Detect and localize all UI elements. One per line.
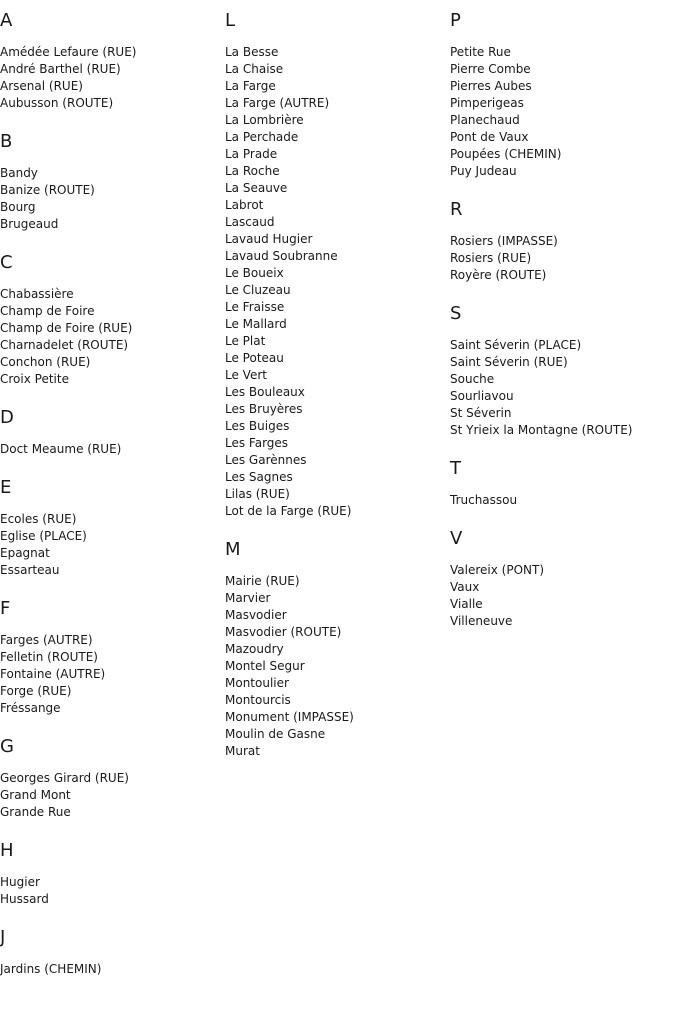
street-list-item — [225, 129, 445, 146]
street-list-item — [225, 248, 445, 265]
street-list-item — [225, 112, 445, 129]
street-list-item — [0, 303, 220, 320]
street-link[interactable]: Petite Rue — [450, 45, 511, 59]
street-list-item — [450, 129, 675, 146]
letter-heading: M — [225, 539, 241, 560]
street-link[interactable]: Lascaud — [225, 215, 275, 229]
street-list-item — [0, 683, 220, 700]
letter-section-b — [0, 131, 220, 233]
street-list — [450, 562, 675, 630]
street-list — [0, 632, 220, 717]
letter-heading: C — [0, 252, 13, 273]
letter-section-j — [0, 927, 220, 978]
street-list — [450, 337, 675, 439]
street-list-item — [225, 231, 445, 248]
street-list-item — [450, 579, 675, 596]
street-link[interactable]: La Chaise — [225, 62, 284, 76]
street-link[interactable]: Montel Segur — [225, 659, 305, 673]
street-list-item — [0, 165, 220, 182]
street-link[interactable]: La Roche — [225, 164, 280, 178]
street-link[interactable]: Brugeaud — [0, 217, 59, 231]
street-link[interactable]: Le Cluzeau — [225, 283, 291, 297]
street-link[interactable]: Saint Séverin (RUE) — [450, 355, 568, 369]
letter-heading: H — [0, 840, 14, 861]
street-list-item — [0, 874, 220, 891]
street-link[interactable]: Grande Rue — [0, 805, 71, 819]
street-list-item — [225, 350, 445, 367]
street-list — [450, 44, 675, 180]
street-list-item — [0, 632, 220, 649]
street-list-item — [0, 787, 220, 804]
street-list-item — [0, 371, 220, 388]
street-list-item — [225, 163, 445, 180]
street-link[interactable]: La Lombrière — [225, 113, 304, 127]
street-list-item — [450, 61, 675, 78]
letter-section-d — [0, 407, 220, 458]
street-list-item — [450, 112, 675, 129]
street-link[interactable]: André Barthel (RUE) — [0, 62, 121, 76]
letter-heading: V — [450, 528, 463, 549]
street-link[interactable]: Fréssange — [0, 701, 61, 715]
street-list-item — [225, 214, 445, 231]
street-link[interactable]: Masvodier — [225, 608, 287, 622]
letter-section-f — [0, 598, 220, 717]
street-list-item — [450, 146, 675, 163]
letter-heading: P — [450, 10, 461, 31]
street-list-item — [225, 95, 445, 112]
street-list-item — [450, 233, 675, 250]
letter-heading: G — [0, 736, 14, 757]
street-link[interactable]: Forge (RUE) — [0, 684, 72, 698]
street-list-item — [450, 492, 675, 509]
street-list-item — [0, 61, 220, 78]
letter-heading: A — [0, 10, 13, 31]
street-link[interactable]: Les Bouleaux — [225, 385, 305, 399]
street-link[interactable]: La Seauve — [225, 181, 288, 195]
street-link[interactable]: Royère (ROUTE) — [450, 268, 547, 282]
street-link[interactable]: Pierre Combe — [450, 62, 531, 76]
street-list-item — [225, 486, 445, 503]
street-link[interactable]: Conchon (RUE) — [0, 355, 91, 369]
letter-heading: R — [450, 199, 463, 220]
street-list-item — [225, 607, 445, 624]
street-list-item — [225, 78, 445, 95]
street-list-item — [0, 891, 220, 908]
street-link[interactable]: Saint Séverin (PLACE) — [450, 338, 582, 352]
street-link[interactable]: Rosiers (IMPASSE) — [450, 234, 558, 248]
street-list-item — [225, 469, 445, 486]
street-list-item — [450, 562, 675, 579]
street-list-item — [0, 562, 220, 579]
street-link[interactable]: Champ de Foire — [0, 304, 95, 318]
street-list-item — [0, 770, 220, 787]
letter-heading: E — [0, 477, 12, 498]
street-list-item — [0, 44, 220, 61]
letter-heading: S — [450, 303, 462, 324]
street-list-item — [225, 401, 445, 418]
street-link[interactable]: Lilas (RUE) — [225, 487, 290, 501]
street-link[interactable]: Aubusson (ROUTE) — [0, 96, 114, 110]
street-list-item — [450, 95, 675, 112]
street-list-item — [0, 804, 220, 821]
street-list-item — [225, 333, 445, 350]
street-link[interactable]: Farges (AUTRE) — [0, 633, 93, 647]
street-list — [225, 573, 445, 760]
street-list-item — [450, 354, 675, 371]
letter-heading: D — [0, 407, 14, 428]
street-list-item — [225, 573, 445, 590]
street-list-item — [225, 709, 445, 726]
street-link[interactable]: Rosiers (RUE) — [450, 251, 532, 265]
street-list-item — [0, 666, 220, 683]
street-link[interactable]: Champ de Foire (RUE) — [0, 321, 133, 335]
street-list-item — [450, 422, 675, 439]
street-link[interactable]: Charnadelet (ROUTE) — [0, 338, 129, 352]
letter-heading: B — [0, 131, 13, 152]
street-link[interactable]: Poupées (CHEMIN) — [450, 147, 562, 161]
letter-section-g — [0, 736, 220, 821]
street-link[interactable]: Valereix (PONT) — [450, 563, 545, 577]
street-link[interactable]: Bandy — [0, 166, 38, 180]
street-list-item — [0, 199, 220, 216]
street-link[interactable]: Essarteau — [0, 563, 60, 577]
letter-section-h — [0, 840, 220, 908]
street-list-item — [0, 95, 220, 112]
street-list-item — [225, 282, 445, 299]
letter-section-c — [0, 252, 220, 388]
letter-section-l — [225, 10, 445, 520]
street-list-item — [225, 146, 445, 163]
street-link[interactable]: Le Mallard — [225, 317, 287, 331]
street-list-item — [225, 180, 445, 197]
street-list-item — [0, 78, 220, 95]
street-link[interactable]: St Yrieix la Montagne (ROUTE) — [450, 423, 633, 437]
street-list-item — [0, 528, 220, 545]
street-link[interactable]: Chabassière — [0, 287, 74, 301]
street-list-item — [0, 337, 220, 354]
letter-heading: T — [450, 458, 461, 479]
street-link[interactable]: Vialle — [450, 597, 483, 611]
letter-heading: F — [0, 598, 11, 619]
street-list-item — [225, 726, 445, 743]
street-link[interactable]: Le Vert — [225, 368, 267, 382]
street-list-item — [225, 316, 445, 333]
street-link[interactable]: Murat — [225, 744, 260, 758]
street-link[interactable]: Jardins (CHEMIN) — [0, 962, 102, 976]
street-link[interactable]: Arsenal (RUE) — [0, 79, 83, 93]
street-list-item — [0, 545, 220, 562]
street-link[interactable]: Fontaine (AUTRE) — [0, 667, 106, 681]
street-link[interactable]: Montoulier — [225, 676, 289, 690]
street-link[interactable]: La Farge — [225, 79, 276, 93]
street-index-column-3 — [450, 10, 675, 649]
street-link[interactable]: Bourg — [0, 200, 36, 214]
street-link[interactable]: La Perchade — [225, 130, 299, 144]
street-link[interactable]: Hussard — [0, 892, 49, 906]
street-index-column-2 — [225, 10, 445, 779]
street-link[interactable]: Banize (ROUTE) — [0, 183, 95, 197]
street-list — [0, 511, 220, 579]
street-list-item — [225, 384, 445, 401]
street-list-item — [0, 700, 220, 717]
street-list-item — [225, 743, 445, 760]
street-link[interactable]: La Prade — [225, 147, 278, 161]
street-list-item — [450, 371, 675, 388]
street-list-item — [225, 692, 445, 709]
street-list-item — [450, 405, 675, 422]
street-list — [450, 492, 675, 509]
street-list-item — [225, 197, 445, 214]
street-link[interactable]: Planechaud — [450, 113, 520, 127]
street-list-item — [450, 267, 675, 284]
street-list — [0, 874, 220, 908]
street-link[interactable]: Montourcis — [225, 693, 291, 707]
street-list-item — [0, 961, 220, 978]
street-list-item — [0, 182, 220, 199]
letter-section-t — [450, 458, 675, 509]
street-link[interactable]: Amédée Lefaure (RUE) — [0, 45, 137, 59]
street-list-item — [225, 624, 445, 641]
street-link[interactable]: Le Fraisse — [225, 300, 285, 314]
street-list — [225, 44, 445, 520]
street-link[interactable]: Le Plat — [225, 334, 266, 348]
street-list — [0, 770, 220, 821]
street-list-item — [0, 354, 220, 371]
street-list-item — [225, 299, 445, 316]
street-link[interactable]: Hugier — [0, 875, 40, 889]
street-list-item — [450, 44, 675, 61]
street-link[interactable]: Masvodier (ROUTE) — [225, 625, 342, 639]
street-link[interactable]: Labrot — [225, 198, 264, 212]
street-list-item — [225, 367, 445, 384]
street-list-item — [450, 613, 675, 630]
street-list-item — [450, 163, 675, 180]
street-list-item — [0, 511, 220, 528]
letter-section-p — [450, 10, 675, 180]
letter-section-v — [450, 528, 675, 630]
street-list-item — [225, 61, 445, 78]
street-link[interactable]: Croix Petite — [0, 372, 69, 386]
street-list-item — [225, 452, 445, 469]
street-list-item — [225, 435, 445, 452]
street-link[interactable]: Souche — [450, 372, 495, 386]
street-link[interactable]: Marvier — [225, 591, 271, 605]
street-link[interactable]: Pierres Aubes — [450, 79, 532, 93]
street-link[interactable]: Le Boueix — [225, 266, 284, 280]
street-list-item — [450, 596, 675, 613]
street-link[interactable]: Mazoudry — [225, 642, 284, 656]
street-list-item — [225, 418, 445, 435]
street-list-item — [225, 675, 445, 692]
letter-section-a — [0, 10, 220, 112]
street-link[interactable]: Moulin de Gasne — [225, 727, 326, 741]
street-list-item — [225, 503, 445, 520]
letter-section-s — [450, 303, 675, 439]
street-link[interactable]: Les Farges — [225, 436, 289, 450]
letter-heading: J — [0, 927, 6, 948]
street-list-item — [225, 44, 445, 61]
street-list-item — [450, 337, 675, 354]
street-list-item — [450, 78, 675, 95]
letter-heading: L — [225, 10, 236, 31]
street-list-item — [225, 265, 445, 282]
street-list — [0, 961, 220, 978]
street-list — [0, 441, 220, 458]
street-link[interactable]: Pimperigeas — [450, 96, 524, 110]
street-list-item — [450, 250, 675, 267]
street-link[interactable]: Lavaud Hugier — [225, 232, 313, 246]
street-link[interactable]: La Farge (AUTRE) — [225, 96, 330, 110]
street-link[interactable]: Grand Mont — [0, 788, 71, 802]
street-list-item — [0, 649, 220, 666]
street-link[interactable]: Lot de la Farge (RUE) — [225, 504, 352, 518]
street-list — [0, 44, 220, 112]
street-link[interactable]: Ecoles (RUE) — [0, 512, 77, 526]
street-link[interactable]: Felletin (ROUTE) — [0, 650, 98, 664]
street-index-column-1 — [0, 10, 220, 997]
street-list-item — [225, 641, 445, 658]
street-link[interactable]: Monument (IMPASSE) — [225, 710, 354, 724]
street-list-item — [450, 388, 675, 405]
street-link[interactable]: Eglise (PLACE) — [0, 529, 87, 543]
street-link[interactable]: Doct Meaume (RUE) — [0, 442, 122, 456]
letter-section-m — [225, 539, 445, 760]
street-link[interactable]: La Besse — [225, 45, 279, 59]
street-link[interactable]: Lavaud Soubranne — [225, 249, 338, 263]
street-link[interactable]: Mairie (RUE) — [225, 574, 300, 588]
street-list-item — [225, 658, 445, 675]
street-link[interactable]: Les Garènnes — [225, 453, 307, 467]
street-link[interactable]: Vaux — [450, 580, 480, 594]
street-list-item — [0, 216, 220, 233]
street-link[interactable]: Truchassou — [450, 493, 518, 507]
street-link[interactable]: Villeneuve — [450, 614, 513, 628]
street-link[interactable]: Les Sagnes — [225, 470, 293, 484]
street-list-item — [0, 320, 220, 337]
street-list — [0, 165, 220, 233]
street-link[interactable]: Sourliavou — [450, 389, 514, 403]
street-link[interactable]: Puy Judeau — [450, 164, 517, 178]
letter-section-e — [0, 477, 220, 579]
street-list-item — [0, 441, 220, 458]
street-list-item — [225, 590, 445, 607]
letter-section-r — [450, 199, 675, 284]
street-link[interactable]: Georges Girard (RUE) — [0, 771, 129, 785]
street-link[interactable]: St Séverin — [450, 406, 512, 420]
street-link[interactable]: Pont de Vaux — [450, 130, 529, 144]
street-link[interactable]: Epagnat — [0, 546, 50, 560]
street-list-item — [0, 286, 220, 303]
street-list — [0, 286, 220, 388]
street-link[interactable]: Les Bruyères — [225, 402, 303, 416]
street-link[interactable]: Le Poteau — [225, 351, 284, 365]
street-link[interactable]: Les Buiges — [225, 419, 290, 433]
street-list — [450, 233, 675, 284]
